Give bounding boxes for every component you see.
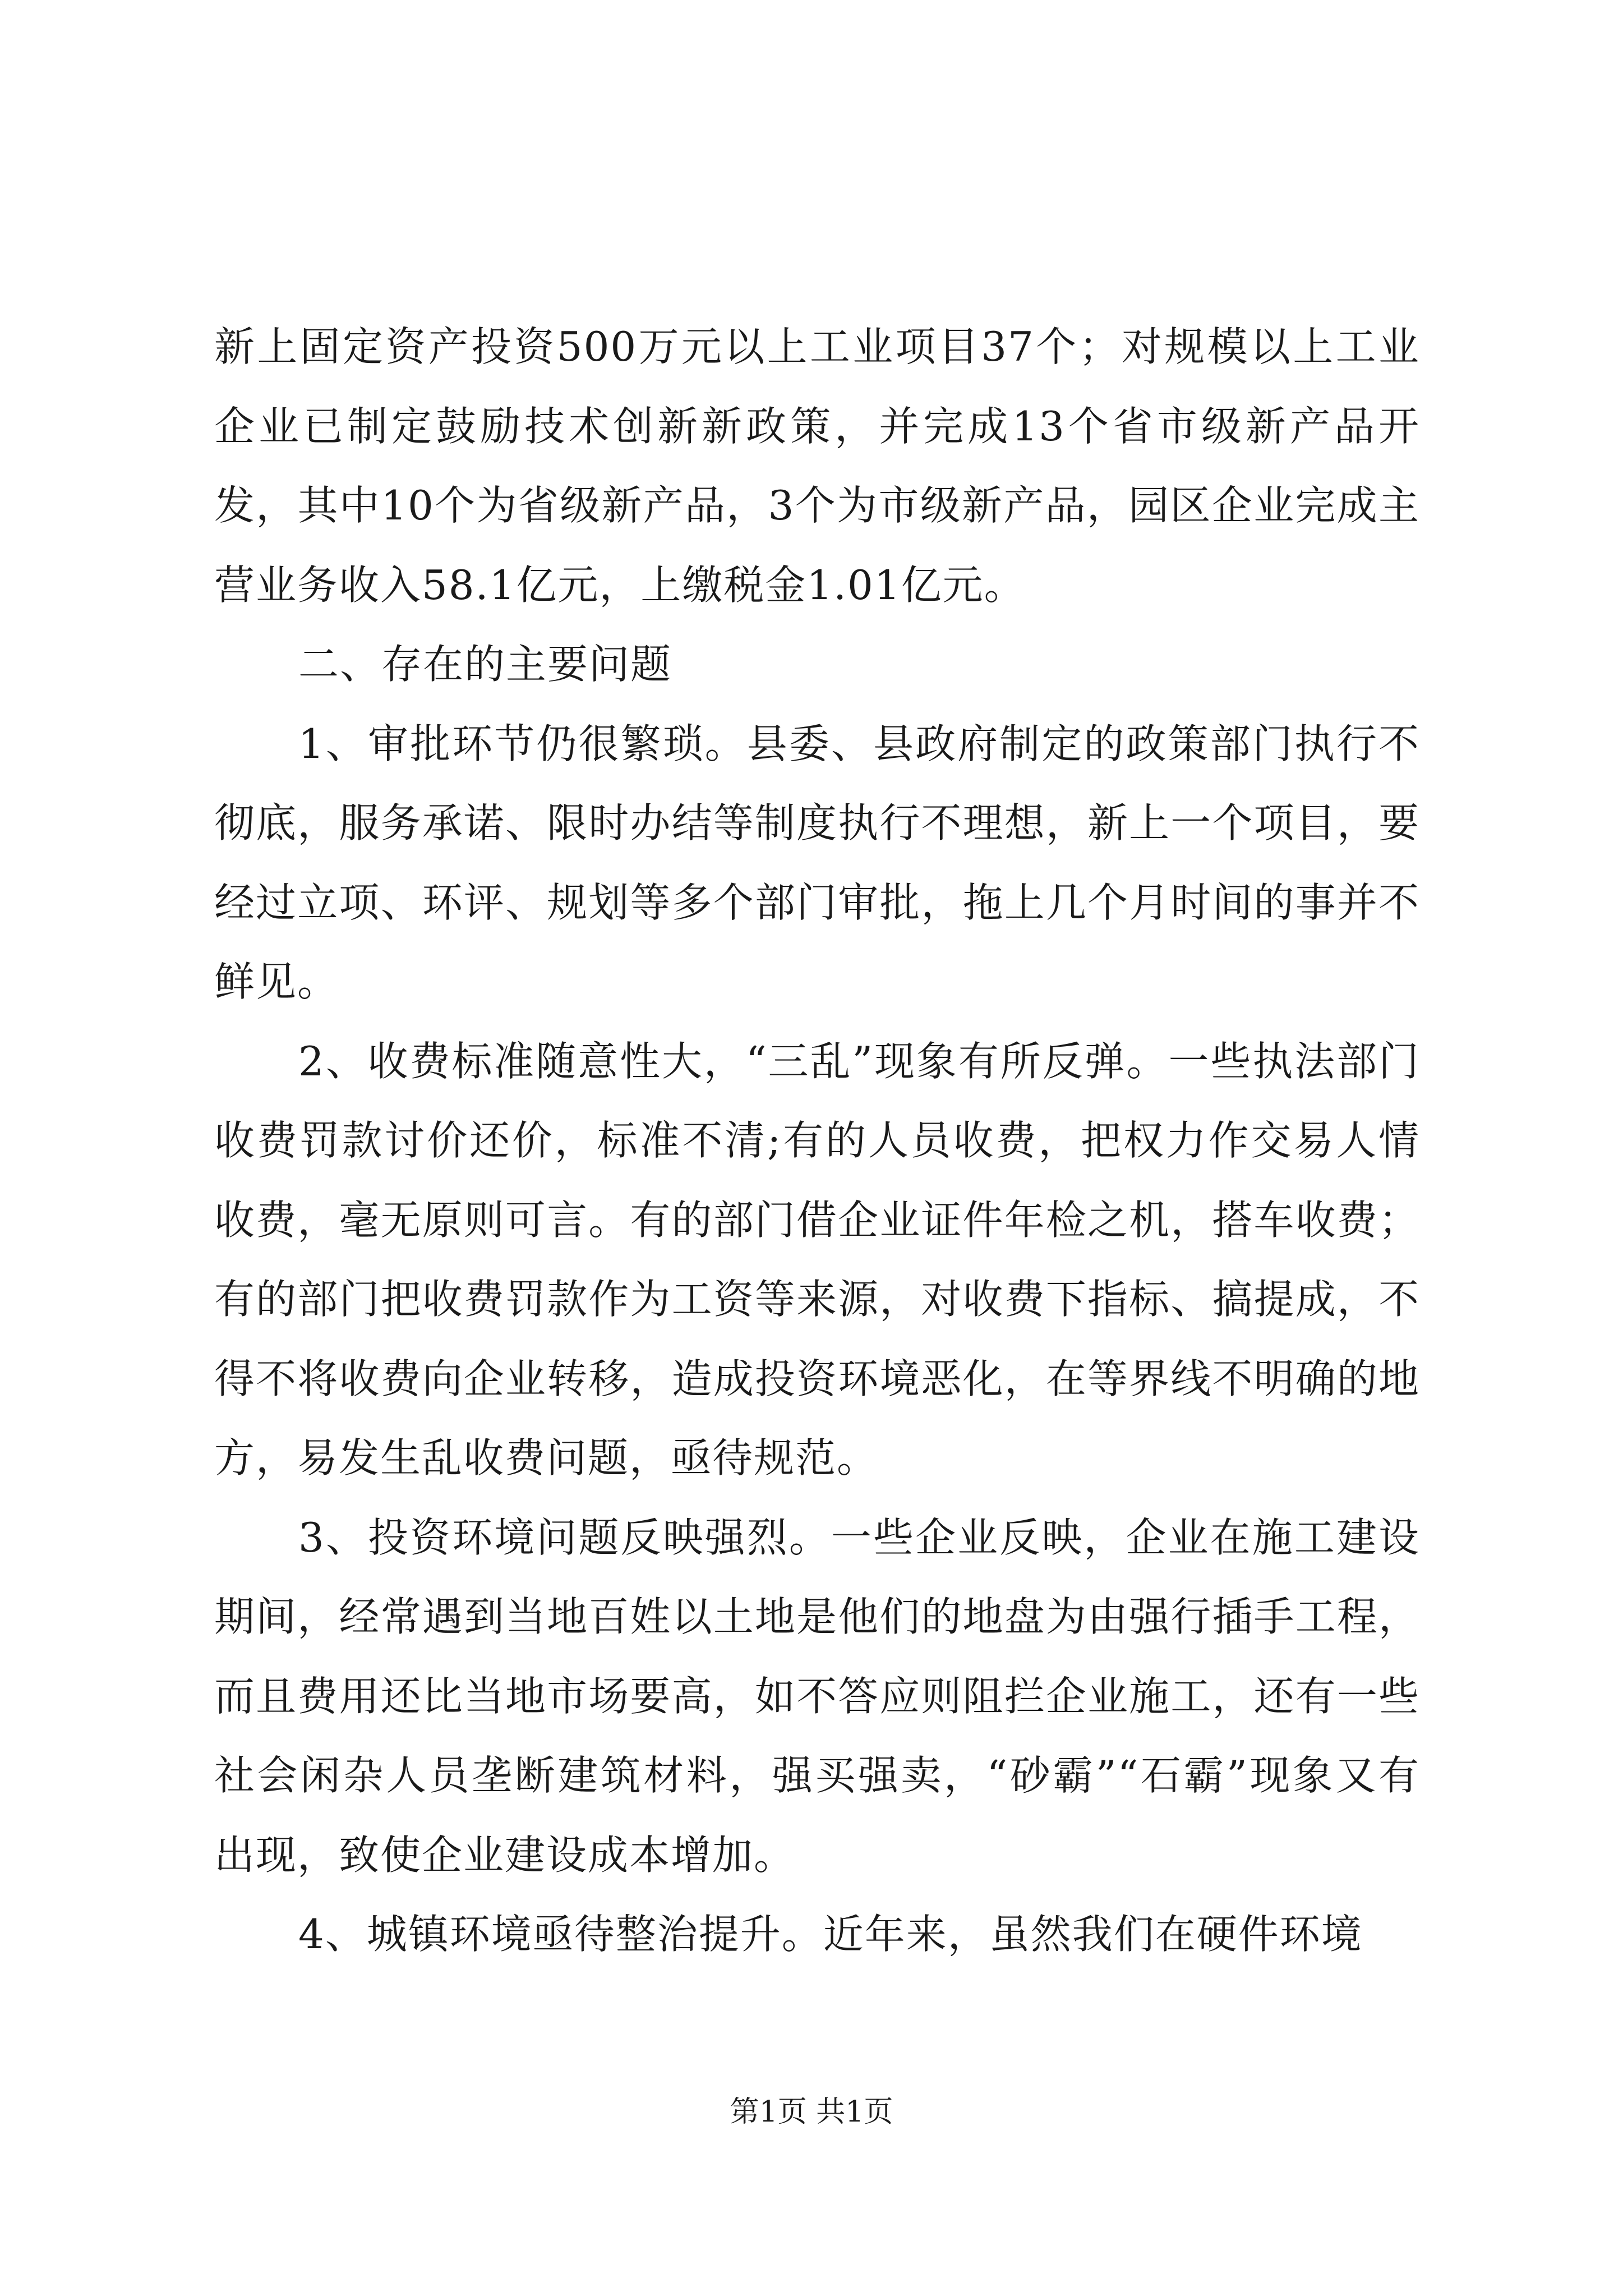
paragraph-issue-4: 4、城镇环境亟待整治提升。近年来，虽然我们在硬件环境: [298, 1911, 1363, 1958]
paragraph-issue-1: 1、审批环节仍很繁琐。县委、县政府制定的政策部门执行不彻底，服务承诺、限时办结等制度执行不理想，新上一个项目，要经过立项、环评、规划等多个部门审批，拖上几个月时间的事并不鲜见。: [214, 720, 1420, 1005]
document-body: [214, 307, 1420, 1975]
paragraph-issue-3: 3、投资环境问题反映强烈。一些企业反映，企业在施工建设期间，经常遇到当地百姓以土地是他们的地盘为由强行插手工程，而且费用还比当地市场要高，如不答应则阻拦企业施工，还有一些社会闲杂人员垄断建筑材料，强买强卖，“砂霸”“石霸”现象又有出现，致使企业建设成本增加。: [214, 1513, 1420, 1879]
paragraph-issue-2: 2、收费标准随意性大，“三乱”现象有所反弹。一些执法部门收费罚款讨价还价，标准不清;有的人员收费，把权力作交易人情收费，毫无原则可言。有的部门借企业证件年检之机，搭车收费；有的部门把收费罚款作为工资等来源，对收费下指标、搞提成，不得不将收费向企业转移，造成投资环境恶化，在等界线不明确的地方，易发生乱收费问题，亟待规范。: [214, 1037, 1420, 1481]
page-footer: 第1页 共1页: [730, 2095, 893, 2129]
paragraph-intro: 新上固定资产投资500万元以上工业项目37个；对规模以上工业企业已制定鼓励技术创新新政策，并完成13个省市级新产品开发，其中10个为省级新产品，3个为市级新产品，园区企业完成主营业务收入58.1亿元，上缴税金1.01亿元。: [214, 323, 1420, 609]
section-heading: 二、存在的主要问题: [298, 641, 672, 688]
